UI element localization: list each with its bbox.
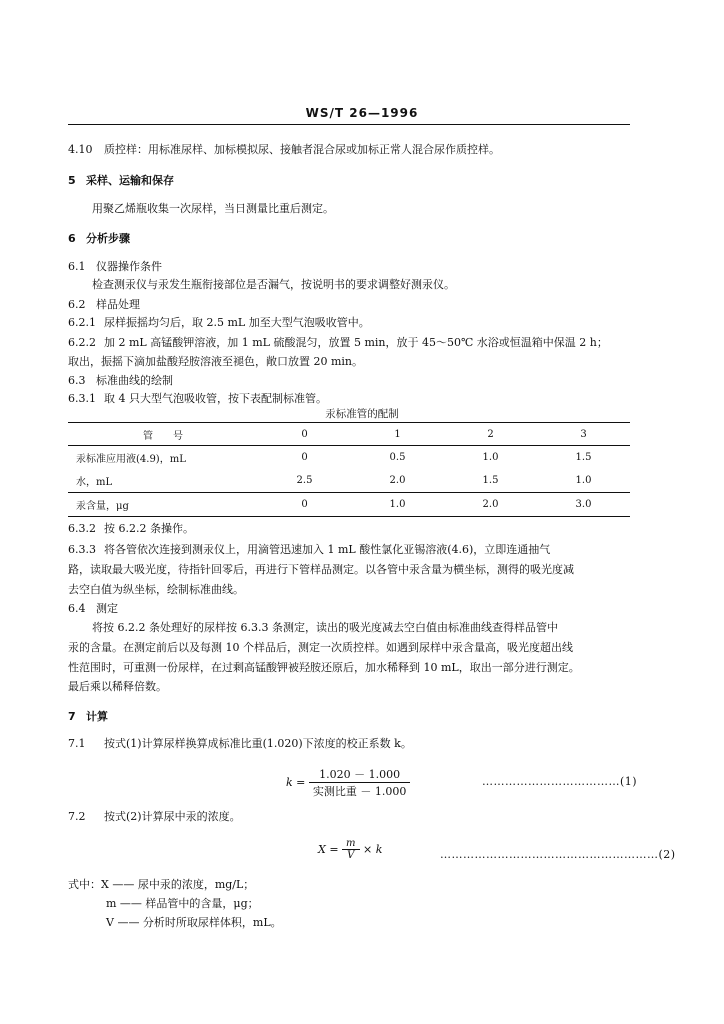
clause-text: 将各管依次连接到测汞仪上，用滴管迅速加入 1 mL 酸性氯化亚锡溶液(4.6)，立即连通抽气 <box>104 543 551 556</box>
standard-tubes-table <box>68 422 630 517</box>
clause-text: 质控样：用标准尿样、加标模拟尿、接触者混合尿或加标正常人混合尿作质控样。 <box>104 143 500 156</box>
equation-fraction <box>309 766 410 799</box>
equation-numerator: m <box>342 838 359 850</box>
clause-6-4-line3: 性范围时，可重测一份尿样，在过剩高锰酸钾被羟胺还原后，加水稀释到 10 mL，取出一部分进行测定。 <box>68 661 580 674</box>
clause-6-4-line2: 汞的含量。在测定前后以及每测 10 个样品后，测定一次质控样。如遇到尿样中汞含量高，吸光度超出线 <box>68 641 573 654</box>
table-row <box>68 469 630 493</box>
table-cell: 3.0 <box>537 493 630 517</box>
clause-6-3-2 <box>68 520 194 536</box>
section-5-heading <box>68 172 174 188</box>
clause-title: 标准曲线的绘制 <box>96 374 173 387</box>
clause-6-1-body: 检查测汞仪与汞发生瓶衔接部位是否漏气，按说明书的要求调整好测汞仪。 <box>92 278 455 291</box>
clause-title: 样品处理 <box>96 298 140 311</box>
table-cell: 0.5 <box>389 452 406 463</box>
equation-denominator: V <box>347 850 355 861</box>
table-row <box>68 446 630 470</box>
table-header-cell: 2 <box>444 423 537 446</box>
section-title: 计算 <box>86 710 108 723</box>
clause-7-1 <box>68 735 412 751</box>
clause-6-2-1 <box>68 314 370 330</box>
clause-text: 按 6.2.2 条操作。 <box>104 522 194 535</box>
clause-text: 加 2 mL 高锰酸钾溶液，加 1 mL 硫酸混匀，放置 5 min，放于 45～50℃ 水浴或恒温箱中保温 2 h； <box>104 336 608 349</box>
table-cell: 2.0 <box>444 493 537 517</box>
clause-6-3-3-line3: 去空白值为纵坐标，绘制标准曲线。 <box>68 583 244 596</box>
clause-6-2-2-line2: 取出，振摇下滴加盐酸羟胺溶液至褪色，敞口放置 20 min。 <box>68 355 364 368</box>
table-header-cell: 管 号 <box>68 423 258 446</box>
clause-number: 7.2 <box>68 810 86 823</box>
equation-denominator: 实测比重 － 1.000 <box>312 785 407 798</box>
clause-6-1-heading <box>68 258 162 274</box>
table-caption: 汞标准管的配制 <box>325 408 399 420</box>
equation-tag: (1) <box>620 775 638 788</box>
section-6-heading <box>68 230 130 246</box>
section-title: 分析步骤 <box>86 232 130 245</box>
clause-text: 按式(1)计算尿样换算成标准比重(1.020)下浓度的校正系数 k。 <box>104 737 412 750</box>
clause-6-3-3-line2: 路，读取最大吸光度，待指针回零后，再进行下管样品测定。以各管中汞含量为横坐标，测得的吸光度减 <box>68 563 574 576</box>
clause-number: 6.3.2 <box>68 522 96 535</box>
table-cell: 1.0 <box>575 475 592 486</box>
table-row <box>68 493 630 517</box>
clause-text: 按式(2)计算尿中汞的浓度。 <box>104 810 241 823</box>
clause-6-3-1 <box>68 390 327 406</box>
equation-fraction <box>342 838 359 861</box>
clause-text: 取 4 只大型气泡吸收管，按下表配制标准管。 <box>104 392 327 405</box>
table-header-cell: 0 <box>258 423 351 446</box>
table-cell: 0 <box>301 452 308 463</box>
clause-number: 6.2.2 <box>68 336 96 349</box>
equation-lhs: k = <box>286 776 306 789</box>
leader-dots: ………………………………………………… <box>440 848 659 861</box>
clause-number: 6.4 <box>68 602 86 615</box>
clause-number: 4.10 <box>68 143 93 156</box>
table-header-cell: 1 <box>351 423 444 446</box>
clause-text: 尿样振摇均匀后，取 2.5 mL 加至大型气泡吸收管中。 <box>104 316 370 329</box>
equation-1-leader <box>482 775 637 788</box>
where-line-3: V —— 分析时所取尿样体积，mL。 <box>106 916 282 929</box>
clause-6-3-heading <box>68 372 173 388</box>
table-cell: 2.0 <box>389 475 406 486</box>
table-cell: 0 <box>258 493 351 517</box>
clause-number: 7.1 <box>68 737 86 750</box>
clause-number: 6.3.3 <box>68 543 96 556</box>
clause-6-4-heading <box>68 600 118 616</box>
equation-numerator: 1.020 － 1.000 <box>309 766 410 783</box>
clause-number: 6.3 <box>68 374 86 387</box>
clause-title: 仪器操作条件 <box>96 260 162 273</box>
section-number: 6 <box>68 232 76 245</box>
clause-6-2-heading <box>68 296 140 312</box>
clause-4-10 <box>68 141 500 157</box>
page-header: WS/T 26—1996 <box>305 106 419 120</box>
section-title: 采样、运输和保存 <box>86 174 174 187</box>
clause-title: 测定 <box>96 602 118 615</box>
clause-number: 6.2.1 <box>68 316 96 329</box>
table-cell: 1.0 <box>351 493 444 517</box>
equation-lhs: X = <box>318 843 339 856</box>
equation-1 <box>286 766 410 799</box>
clause-6-4-line4: 最后乘以稀释倍数。 <box>68 680 167 693</box>
table-cell: 水，mL <box>76 477 113 488</box>
equation-tag: (2) <box>658 848 676 861</box>
clause-6-4-line1: 将按 6.2.2 条处理好的尿样按 6.3.3 条测定，读出的吸光度减去空白值由标准曲线查得样品管中 <box>92 621 558 634</box>
table-cell: 1.0 <box>482 452 499 463</box>
clause-number: 6.2 <box>68 298 86 311</box>
table-header-cell: 3 <box>537 423 630 446</box>
table-cell: 1.5 <box>482 475 499 486</box>
clause-number: 6.3.1 <box>68 392 96 405</box>
clause-6-3-3-line1 <box>68 541 550 557</box>
clause-number: 6.1 <box>68 260 86 273</box>
section-7-heading <box>68 708 108 724</box>
section-number: 5 <box>68 174 76 187</box>
equation-2 <box>318 838 382 861</box>
equation-rhs: × k <box>363 843 383 856</box>
table-header-row <box>68 423 630 446</box>
leader-dots: ……………………………… <box>482 775 620 788</box>
header-rule <box>68 124 630 125</box>
table-cell: 1.5 <box>575 452 592 463</box>
where-line-1: 式中：X —— 尿中汞的浓度，mg/L； <box>68 878 255 891</box>
table-cell: 汞标准应用液(4.9)，mL <box>76 454 186 465</box>
section-5-body: 用聚乙烯瓶收集一次尿样，当日测量比重后测定。 <box>92 202 334 215</box>
section-number: 7 <box>68 710 76 723</box>
clause-6-2-2-line1 <box>68 334 608 350</box>
where-line-2: m —— 样品管中的含量，μg； <box>106 897 259 910</box>
table-cell: 2.5 <box>296 475 313 486</box>
clause-7-2 <box>68 808 241 824</box>
equation-2-leader <box>440 848 676 861</box>
table-cell: 汞含量，μg <box>68 493 258 517</box>
